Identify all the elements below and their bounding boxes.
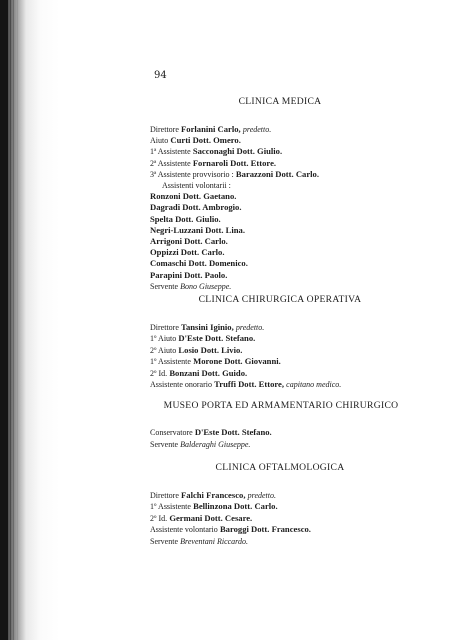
staff-line bbox=[150, 158, 276, 169]
staff-name: D'Este Dott. Stefano. bbox=[178, 333, 256, 344]
staff-role: Direttore bbox=[150, 491, 179, 500]
staff-role: 2º Id. bbox=[150, 368, 168, 378]
staff-line bbox=[150, 439, 250, 450]
staff-role: Assistente volontario bbox=[150, 525, 218, 535]
staff-role: Assistenti volontarii : bbox=[162, 181, 231, 190]
staff-line bbox=[150, 191, 236, 202]
spine-edge-line bbox=[13, 0, 14, 640]
staff-line bbox=[150, 513, 252, 524]
staff-role: 1º Aiuto bbox=[150, 334, 177, 344]
staff-name: Ronzoni Dott. Gaetano. bbox=[150, 191, 237, 202]
staff-name: Comaschi Dott. Domenico. bbox=[150, 258, 248, 269]
staff-role: Direttore bbox=[150, 125, 179, 134]
staff-line bbox=[150, 214, 221, 225]
staff-line bbox=[150, 345, 242, 356]
staff-note: Bono Giuseppe. bbox=[180, 281, 232, 291]
staff-line bbox=[150, 490, 276, 501]
staff-name: Falchi Francesco, bbox=[181, 490, 246, 500]
staff-role: 1ª Assistente bbox=[150, 147, 191, 157]
page-number: 94 bbox=[154, 70, 167, 81]
staff-line bbox=[150, 202, 242, 213]
staff-name: Curti Dott. Omero. bbox=[170, 135, 241, 146]
staff-line bbox=[150, 281, 231, 292]
staff-line bbox=[150, 135, 241, 146]
staff-name: Parapini Dott. Paolo. bbox=[150, 269, 228, 280]
staff-name: Bonzani Dott. Guido. bbox=[169, 367, 248, 378]
staff-role: Aiuto bbox=[150, 136, 169, 146]
staff-name: Sacconaghi Dott. Giulio. bbox=[192, 146, 283, 157]
staff-note: Breventani Riccardo. bbox=[180, 536, 248, 546]
staff-role: Servente bbox=[150, 536, 178, 546]
section-title: CLINICA OFTALMOLOGICA bbox=[215, 462, 345, 473]
staff-line bbox=[150, 169, 319, 180]
staff-line bbox=[150, 225, 245, 236]
staff-line bbox=[150, 536, 248, 547]
staff-line bbox=[150, 501, 278, 512]
staff-note: predetto. bbox=[235, 323, 265, 332]
staff-name: Negri-Luzzani Dott. Lina. bbox=[150, 224, 246, 235]
staff-note: Balderaghi Giuseppe. bbox=[180, 439, 251, 449]
spine-edge-line bbox=[10, 0, 11, 640]
spine-edge-line bbox=[17, 0, 18, 640]
staff-line bbox=[150, 236, 228, 247]
staff-line bbox=[150, 356, 281, 367]
staff-role: 3ª Assistente provvisorio : bbox=[150, 169, 234, 179]
staff-line bbox=[150, 270, 227, 281]
staff-name: Baroggi Dott. Francesco. bbox=[219, 524, 311, 535]
staff-line bbox=[150, 524, 311, 535]
staff-role: 1º Assistente bbox=[150, 357, 191, 367]
staff-name: Truffi Dott. Ettore, bbox=[214, 379, 285, 389]
staff-line bbox=[150, 379, 341, 390]
staff-line bbox=[150, 124, 271, 135]
section-title: MUSEO PORTA ED ARMAMENTARIO CHIRURGICO bbox=[163, 400, 399, 411]
staff-role: Servente bbox=[150, 281, 178, 291]
staff-name: Tansini Iginio, bbox=[181, 322, 234, 332]
staff-line bbox=[150, 247, 224, 258]
staff-line bbox=[150, 322, 264, 333]
section-title: CLINICA MEDICA bbox=[238, 96, 322, 107]
staff-line bbox=[150, 427, 272, 438]
staff-line bbox=[150, 258, 248, 269]
staff-note: capitano medico. bbox=[286, 380, 342, 389]
staff-name: Arrigoni Dott. Carlo. bbox=[150, 236, 228, 246]
staff-name: Germani Dott. Cesare. bbox=[169, 512, 253, 523]
staff-note: predetto. bbox=[242, 125, 272, 134]
staff-note: predetto. bbox=[247, 491, 276, 500]
staff-name: Morone Dott. Giovanni. bbox=[193, 356, 281, 367]
staff-name: Oppizzi Dott. Carlo. bbox=[150, 247, 225, 258]
staff-line bbox=[150, 333, 255, 344]
staff-name: Fornaroli Dott. Ettore. bbox=[192, 157, 277, 168]
staff-line bbox=[162, 180, 231, 191]
section-title: CLINICA CHIRURGICA OPERATIVA bbox=[198, 294, 362, 305]
staff-name: Forlanini Carlo, bbox=[181, 124, 241, 134]
staff-name: Losio Dott. Livio. bbox=[178, 344, 243, 355]
staff-role: 2ª Assistente bbox=[150, 158, 191, 168]
staff-role: Assistente onorario bbox=[150, 380, 212, 389]
staff-role: 1º Assistente bbox=[150, 502, 191, 512]
staff-name: Dagradi Dott. Ambrogio. bbox=[150, 202, 242, 213]
book-spine bbox=[0, 0, 8, 640]
staff-name: D'Este Dott. Stefano. bbox=[194, 427, 272, 437]
staff-role: Servente bbox=[150, 439, 178, 449]
staff-name: Bellinzona Dott. Carlo. bbox=[193, 501, 278, 512]
staff-role: Conservatore bbox=[150, 428, 193, 437]
staff-role: 2º Id. bbox=[150, 513, 168, 523]
staff-role: 2º Aiuto bbox=[150, 345, 177, 355]
staff-name: Spelta Dott. Giulio. bbox=[150, 213, 221, 224]
staff-line bbox=[150, 368, 247, 379]
staff-role: Direttore bbox=[150, 323, 179, 332]
staff-line bbox=[150, 146, 282, 157]
staff-name: Barazzoni Dott. Carlo. bbox=[235, 168, 319, 179]
